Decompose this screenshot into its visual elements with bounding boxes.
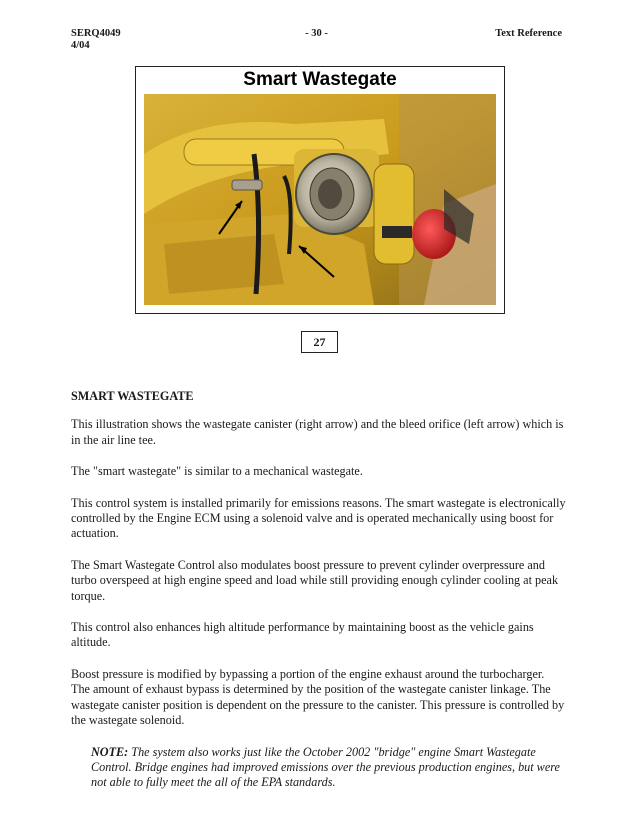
slide-title: Smart Wastegate: [243, 69, 397, 90]
text-reference-label: Text Reference: [495, 28, 562, 39]
page-number: - 30 -: [305, 28, 328, 39]
note-text: The system also works just like the October 2002 "bridge" engine Smart Wastegate Control. Bridge engines had improved emissions over the previous production engines, but were not able to fully meet the all of the EPA standards.: [91, 744, 560, 790]
document-id: SERQ4049: [71, 28, 121, 39]
paragraph: Boost pressure is modified by bypassing a portion of the engine exhaust around the turbocharger. The amount of exhaust bypass is determined by the position of the wastegate canister linkage. The wastegate canister position is dependent on the pressure to the canister. This pressure is controlled by the wastegate solenoid.: [71, 666, 565, 728]
paragraph: The "smart wastegate" is similar to a mechanical wastegate.: [71, 464, 363, 479]
paragraph: This control also enhances high altitude performance by maintaining boost as the vehicle gains altitude.: [71, 620, 534, 650]
paragraph: This illustration shows the wastegate canister (right arrow) and the bleed orifice (left arrow) which is in the air line tee.: [71, 417, 564, 447]
slide-figure: [135, 66, 505, 314]
engine-photo: [144, 94, 496, 305]
paragraph: The Smart Wastegate Control also modulates boost pressure to prevent cylinder overpressure and turbo overspeed at high engine speed and load while still providing enough cylinder cooling at peak torque.: [71, 557, 559, 603]
note-label: NOTE:: [91, 744, 129, 759]
section-heading: SMART WASTEGATE: [71, 389, 194, 403]
note: [91, 745, 566, 791]
paragraph: This control system is installed primarily for emissions reasons. The smart wastegate is electronically controlled by the Engine ECM using a solenoid valve and is operated mechanically using boost for actuation.: [71, 495, 566, 541]
document-date: 4/04: [71, 40, 90, 51]
body-text: [71, 389, 566, 791]
figure-number: 27: [301, 331, 338, 353]
